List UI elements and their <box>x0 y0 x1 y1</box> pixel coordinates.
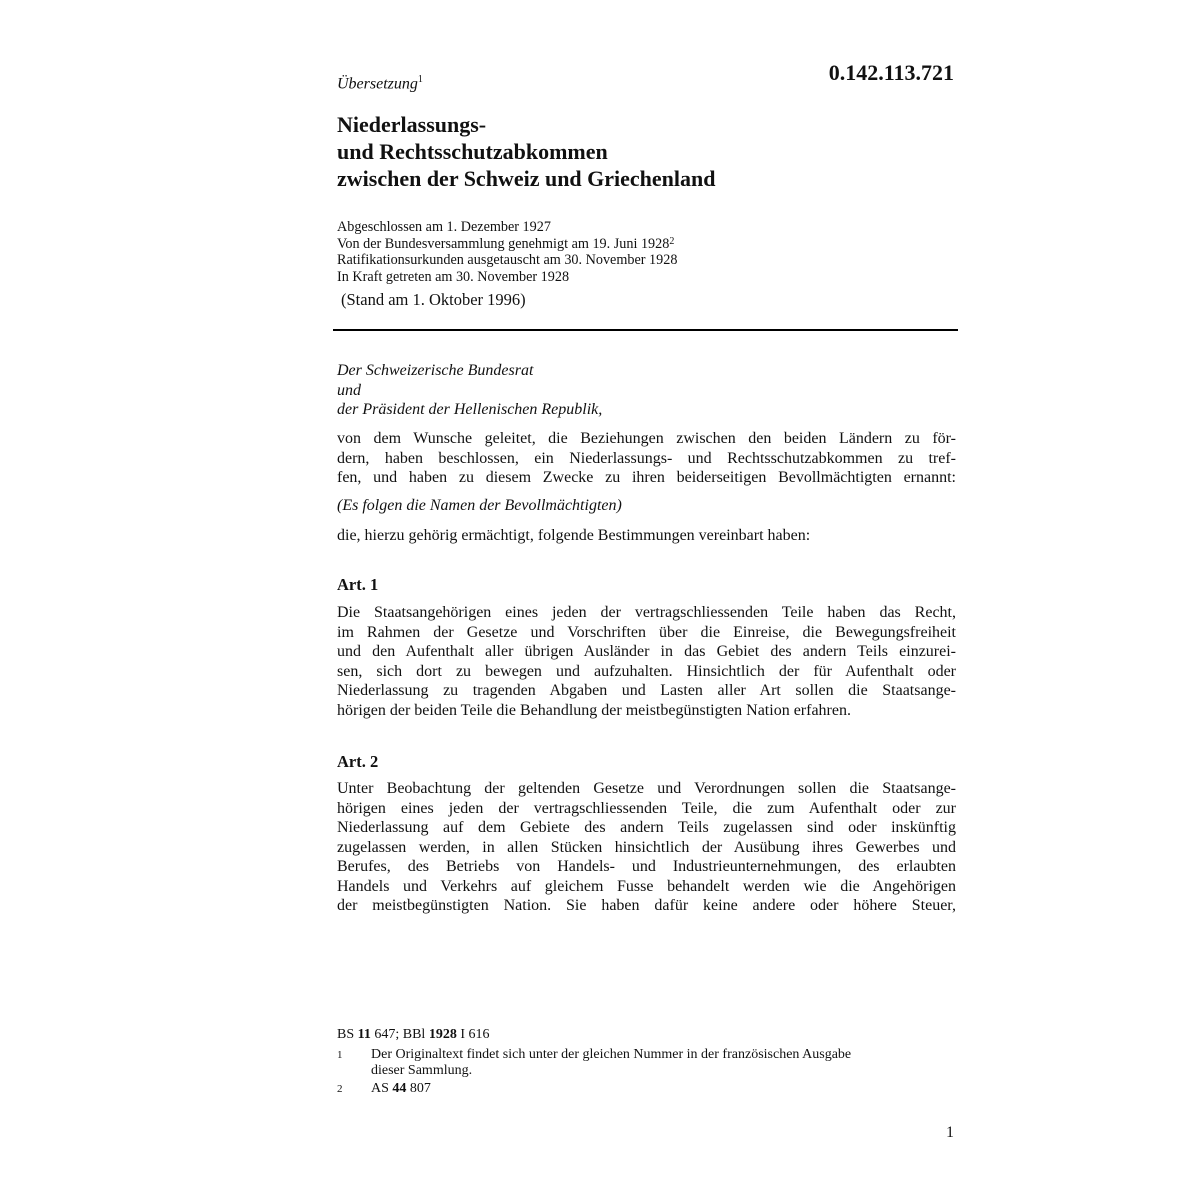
article-2-heading: Art. 2 <box>337 752 379 771</box>
page-number: 1 <box>946 1124 954 1141</box>
footnote-number: 2 <box>337 1083 343 1095</box>
in-force-date: In Kraft getreten am 30. November 1928 <box>337 268 570 285</box>
status-date: (Stand am 1. Oktober 1996) <box>341 290 526 309</box>
footnote-text-line <box>371 1081 957 1097</box>
source-reference <box>337 1027 490 1043</box>
plenipotentiaries-note: (Es folgen die Namen der Bevollmächtigten) <box>337 497 622 514</box>
bs-volume: 11 <box>357 1027 371 1042</box>
bbl-ref: I 616 <box>460 1027 490 1042</box>
preamble-parties <box>337 361 957 420</box>
header-divider <box>333 329 958 331</box>
document-title <box>337 111 957 192</box>
sr-number: 0.142.113.721 <box>828 60 954 85</box>
party-2: der Präsident der Hellenischen Republik, <box>337 401 603 418</box>
footnote-ref-2[interactable]: 2 <box>669 235 675 247</box>
paragraph-line: fen, und haben zu diesem Zwecke zu ihren beiderseitigen Bevollmächtigten ernannt: <box>337 469 956 486</box>
article-line: Niederlassung zu tragenden Abgaben und Lasten aller Art sollen die Staatsange- <box>337 682 956 699</box>
article-line: und den Aufenthalt aller übrigen Ausländer in das Gebiet des andern Teils einzurei- <box>337 643 956 660</box>
article-1-heading: Art. 1 <box>337 575 379 594</box>
preamble-paragraph <box>337 429 956 488</box>
as-label: AS <box>371 1081 389 1096</box>
footnote-text-line: Der Originaltext findet sich unter der gleichen Nummer in der französischen Ausgabe <box>371 1047 852 1062</box>
article-line: zugelassen werden, in allen Stücken hinsichtlich der Ausübung ihres Gewerbes und <box>337 838 956 856</box>
article-line: Niederlassung auf dem Gebiete des andern Teils zugelassen sind oder inskünftig <box>337 819 956 836</box>
paragraph-line: von dem Wunsche geleitet, die Beziehungen zwischen den beiden Ländern zu för- <box>337 430 956 447</box>
party-conjunction: und <box>337 381 361 399</box>
article-line: der meistbegünstigten Nation. Sie haben dafür keine andere oder höhere Steuer, <box>337 897 956 914</box>
article-1-body <box>337 603 956 720</box>
as-volume: 44 <box>392 1081 407 1096</box>
bbl-year: 1928 <box>428 1027 457 1042</box>
footnote-text-line: dieser Sammlung. <box>371 1063 473 1078</box>
footnote-2 <box>337 1081 957 1097</box>
article-line: Berufes, des Betriebs von Handels- und Industrieunternehmungen, des erlaubten <box>337 858 956 875</box>
title-line-1: Niederlassungs- <box>337 112 487 137</box>
treaty-metadata <box>337 219 957 285</box>
paragraph-line: dern, haben beschlossen, ein Niederlassungs- und Rechtsschutzabkommen zu tref- <box>337 449 956 467</box>
article-line: hörigen eines jeden der vertragschliessenden Teile, die zum Aufenthalt oder zur <box>337 799 956 817</box>
translation-label <box>337 74 423 93</box>
ratified-date: Ratifikationsurkunden ausgetauscht am 30. November 1928 <box>337 252 678 268</box>
article-line: Unter Beobachtung der geltenden Gesetze und Verordnungen sollen die Staatsange- <box>337 780 956 797</box>
article-line: sen, sich dort zu bewegen und aufzuhalten. Hinsichtlich der für Aufenthalt oder <box>337 662 956 680</box>
agreed-clause: die, hierzu gehörig ermächtigt, folgende Bestimmungen vereinbart haben: <box>337 527 811 544</box>
approved-text: Von der Bundesversammlung genehmigt am 19. Juni 1928 <box>337 235 670 252</box>
title-line-3: zwischen der Schweiz und Griechenland <box>337 166 716 191</box>
translation-text: Übersetzung <box>337 75 418 93</box>
as-page: 807 <box>409 1081 431 1096</box>
article-line: Die Staatsangehörigen eines jeden der vertragschliessenden Teile haben das Recht, <box>337 604 956 621</box>
article-line: hörigen der beiden Teile die Behandlung der meistbegünstigten Nation erfahren. <box>337 701 851 719</box>
bs-page: 647; BBl <box>374 1027 426 1042</box>
title-line-2: und Rechtsschutzabkommen <box>337 139 608 164</box>
footnote-1 <box>337 1047 957 1079</box>
party-1: Der Schweizerische Bundesrat <box>337 362 534 379</box>
article-line: Handels und Verkehrs auf gleichem Fusse behandelt werden wie die Angehörigen <box>337 877 956 895</box>
article-line: im Rahmen der Gesetze und Vorschriften über die Einreise, die Bewegungsfreiheit <box>337 623 956 641</box>
article-2-body <box>337 779 956 916</box>
approved-date <box>337 236 957 253</box>
concluded-date: Abgeschlossen am 1. Dezember 1927 <box>337 219 551 235</box>
footnote-number: 1 <box>337 1049 343 1061</box>
footnote-ref-1[interactable]: 1 <box>417 74 423 85</box>
bs-label: BS <box>337 1027 355 1042</box>
